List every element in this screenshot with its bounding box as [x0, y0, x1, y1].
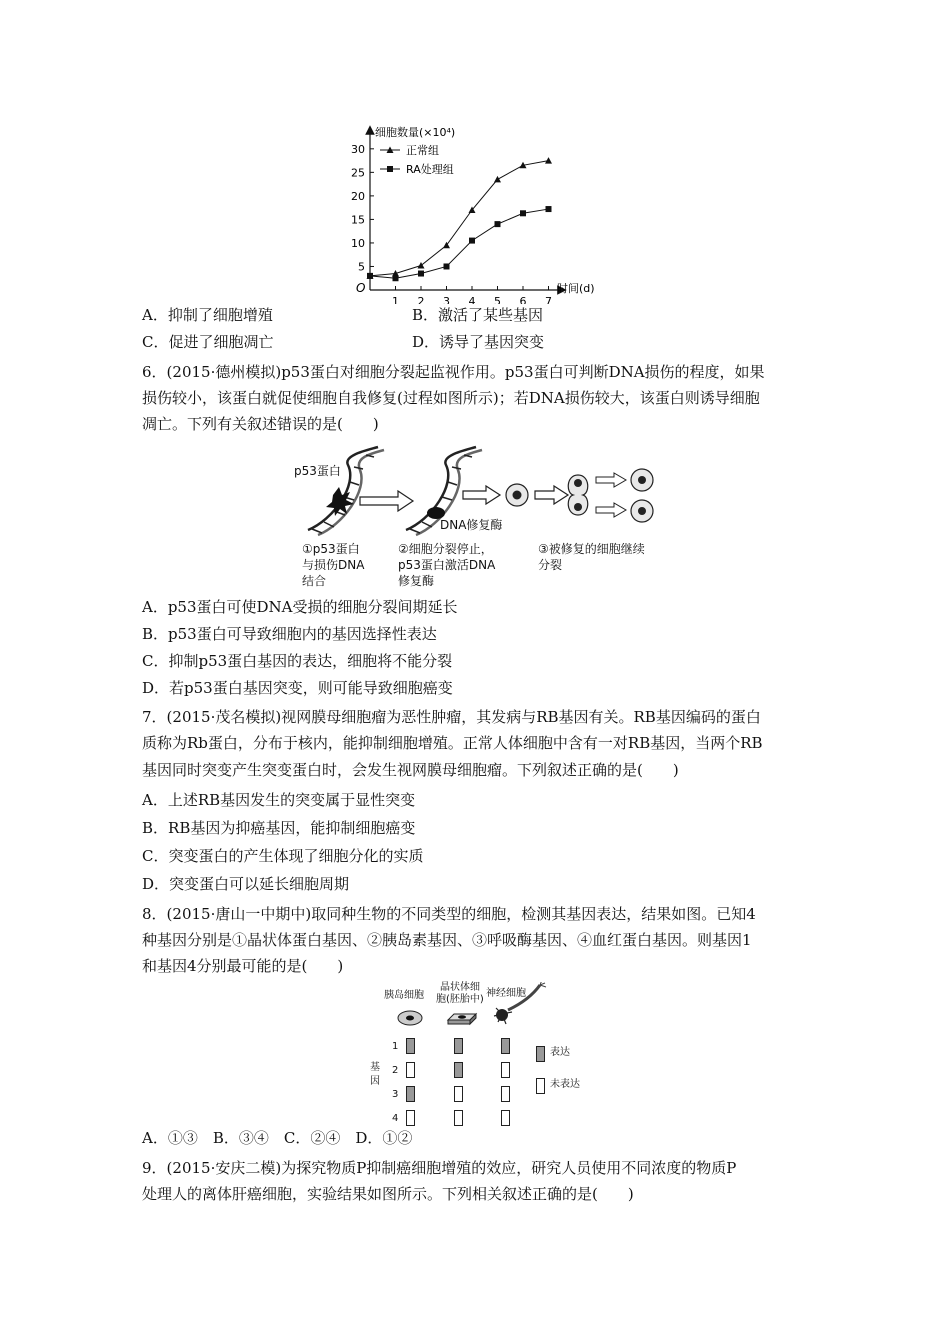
x-tick-label: 2	[417, 295, 425, 304]
x-tick-label: 6	[519, 295, 527, 304]
dna-helix-icon	[308, 447, 384, 535]
series-1-point	[546, 206, 552, 212]
series-0-point	[494, 176, 501, 183]
q6-stem-line-2: 损伤较小，该蛋白就促使细胞自我修复(过程如图所示)；若DNA损伤较大，该蛋白则诱导细胞	[142, 389, 760, 407]
series-line-1	[370, 209, 549, 278]
q6-option-c: C．抑制p53蛋白基因的表达，细胞将不能分裂	[142, 652, 453, 670]
y-tick-label: 25	[351, 166, 365, 180]
series-1-point	[418, 271, 424, 277]
x-tick-label: 4	[468, 295, 476, 304]
step-3-line-2: 分裂	[538, 558, 563, 572]
y-tick-label: 5	[358, 260, 365, 274]
row-title-gene-1: 基	[370, 1062, 380, 1073]
expressed-cell	[454, 1062, 463, 1078]
q7-option-c: C．突变蛋白的产生体现了细胞分化的实质	[142, 847, 424, 865]
step-2-line-1: ②细胞分裂停止，	[398, 542, 493, 556]
not-expressed-cell	[406, 1110, 415, 1126]
step-1-line-1: ①p53蛋白	[302, 542, 360, 556]
legend-series-0: 正常组	[406, 144, 439, 157]
q6-option-a: A．p53蛋白可使DNA受损的细胞分裂间期延长	[142, 598, 458, 616]
step-1-line-3: 结合	[302, 574, 327, 588]
q5-option-c: C．促进了细胞凋亡	[142, 333, 274, 351]
q5-option-d: D．诱导了基因突变	[412, 333, 545, 351]
gene-expression-diagram	[360, 982, 610, 1122]
col-lens-cell-line-2: 胞(胚胎中)	[436, 994, 484, 1005]
legend-square-marker	[387, 166, 393, 172]
series-line-0	[370, 161, 549, 276]
not-expressed-cell	[501, 1110, 510, 1126]
series-0-point	[545, 157, 552, 164]
q7-stem-line-3: 基因同时突变产生突变蛋白时，会发生视网膜母细胞瘤。下列叙述正确的是( )	[142, 761, 679, 779]
col-lens-cell-line-1: 晶状体细	[440, 982, 480, 993]
y-axis-label: 细胞数量(×10⁴)	[375, 126, 456, 139]
y-tick-label: 15	[351, 213, 365, 227]
q9-stem-line-1: 9．(2015·安庆二模)为探究物质P抑制癌细胞增殖的效应，研究人员使用不同浓度的物质P	[142, 1159, 737, 1177]
x-tick-label: 3	[443, 295, 450, 304]
series-1-point	[393, 275, 399, 281]
step-2-line-2: p53蛋白激活DNA	[398, 558, 496, 572]
legend-series-1: RA处理组	[406, 163, 454, 176]
col-islet-cell: 胰岛细胞	[384, 990, 424, 1001]
not-expressed-cell	[501, 1086, 510, 1102]
q6-stem-line-1: 6．(2015·德州模拟)p53蛋白对细胞分裂起监视作用。p53蛋白可判断DNA损伤的程度，如果	[142, 363, 765, 381]
legend-expressed-box	[536, 1046, 545, 1062]
series-1-point	[444, 263, 450, 269]
x-tick-label: 5	[494, 295, 501, 304]
legend-expressed-label: 表达	[550, 1047, 570, 1058]
gene-row-label: 1	[392, 1041, 399, 1052]
q7-stem-line-2: 质称为Rb蛋白，分布于核内，能抑制细胞增殖。正常人体细胞中含有一对RB基因，当两个RB	[142, 734, 763, 752]
gene-row-label: 3	[392, 1089, 399, 1100]
arrow-5-icon	[596, 503, 626, 517]
cell-count-line-chart	[340, 118, 620, 304]
not-expressed-cell	[501, 1062, 510, 1078]
lens-cell-icon	[448, 1014, 476, 1024]
expressed-cell	[501, 1038, 510, 1054]
series-1-point	[495, 221, 501, 227]
arrow-3-icon	[535, 486, 568, 504]
legend-not-expressed-box	[536, 1078, 545, 1094]
y-tick-label: 10	[351, 236, 365, 250]
dna-repair-enzyme-label: DNA修复酶	[440, 518, 503, 532]
step-1-line-2: 与损伤DNA	[302, 558, 365, 572]
step-2-line-3: 修复酶	[398, 574, 435, 588]
row-title-gene-2: 因	[370, 1076, 380, 1087]
arrow-4-icon	[596, 473, 626, 487]
q7-option-b: B．RB基因为抑癌基因，能抑制细胞癌变	[142, 819, 416, 837]
y-tick-label: 20	[351, 189, 365, 203]
arrow-2-icon	[463, 486, 500, 504]
series-lines	[367, 157, 553, 281]
not-expressed-cell	[454, 1086, 463, 1102]
col-neuron: 神经细胞	[486, 988, 526, 999]
q7-stem-line-1: 7．(2015·茂名模拟)视网膜母细胞瘤为恶性肿瘤，其发病与RB基因有关。RB基因编码的蛋白	[142, 708, 761, 726]
series-1-point	[367, 273, 373, 279]
x-tick-label: 1	[392, 295, 399, 304]
chart-legend	[380, 143, 454, 176]
q6-option-d: D．若p53蛋白基因突变，则可能导致细胞癌变	[142, 679, 453, 697]
p53-label: p53蛋白	[294, 464, 341, 478]
gene-row-label: 2	[392, 1065, 399, 1076]
q6-option-b: B．p53蛋白可导致细胞内的基因选择性表达	[142, 625, 437, 643]
origin-label: O	[356, 281, 366, 295]
series-1-point	[520, 210, 526, 216]
expressed-cell	[406, 1038, 415, 1054]
p53-repair-diagram	[288, 445, 668, 588]
step-3-line-1: ③被修复的细胞继续	[538, 542, 645, 556]
q7-option-a: A．上述RB基因发生的突变属于显性突变	[142, 791, 416, 809]
legend-not-expressed-label: 未表达	[550, 1079, 580, 1090]
gene-row-label: 4	[392, 1113, 399, 1124]
not-expressed-cell	[454, 1110, 463, 1126]
q6-stem-line-3: 凋亡。下列有关叙述错误的是( )	[142, 415, 379, 433]
q8-stem-line-1: 8．(2015·唐山一中期中)取同种生物的不同类型的细胞，检测其基因表达，结果如图。已知4	[142, 905, 756, 923]
x-axis-label: 时间(d)	[557, 282, 595, 295]
not-expressed-cell	[406, 1062, 415, 1078]
expressed-cell	[454, 1038, 463, 1054]
p53-protein-icon	[326, 487, 354, 516]
q5-option-b: B．激活了某些基因	[412, 306, 544, 324]
series-1-point	[469, 238, 475, 244]
x-ticks	[392, 286, 552, 304]
q8-stem-line-3: 和基因4分别最可能的是( )	[142, 957, 344, 975]
expressed-cell	[406, 1086, 415, 1102]
q9-stem-line-2: 处理人的离体肝癌细胞，实验结果如图所示。下列相关叙述正确的是( )	[142, 1185, 634, 1203]
q5-option-a: A．抑制了细胞增殖	[142, 306, 273, 324]
q8-options: A．①③ B．③④ C．②④ D．①②	[142, 1129, 413, 1147]
q8-stem-line-2: 种基因分别是①晶状体蛋白基因、②胰岛素基因、③呼吸酶基因、④血红蛋白基因。则基因1	[142, 931, 752, 949]
y-tick-label: 30	[351, 142, 365, 156]
q7-option-d: D．突变蛋白可以延长细胞周期	[142, 875, 350, 893]
arrow-1-icon	[360, 491, 413, 511]
series-0-point	[443, 242, 450, 248]
x-tick-label: 7	[545, 295, 552, 304]
